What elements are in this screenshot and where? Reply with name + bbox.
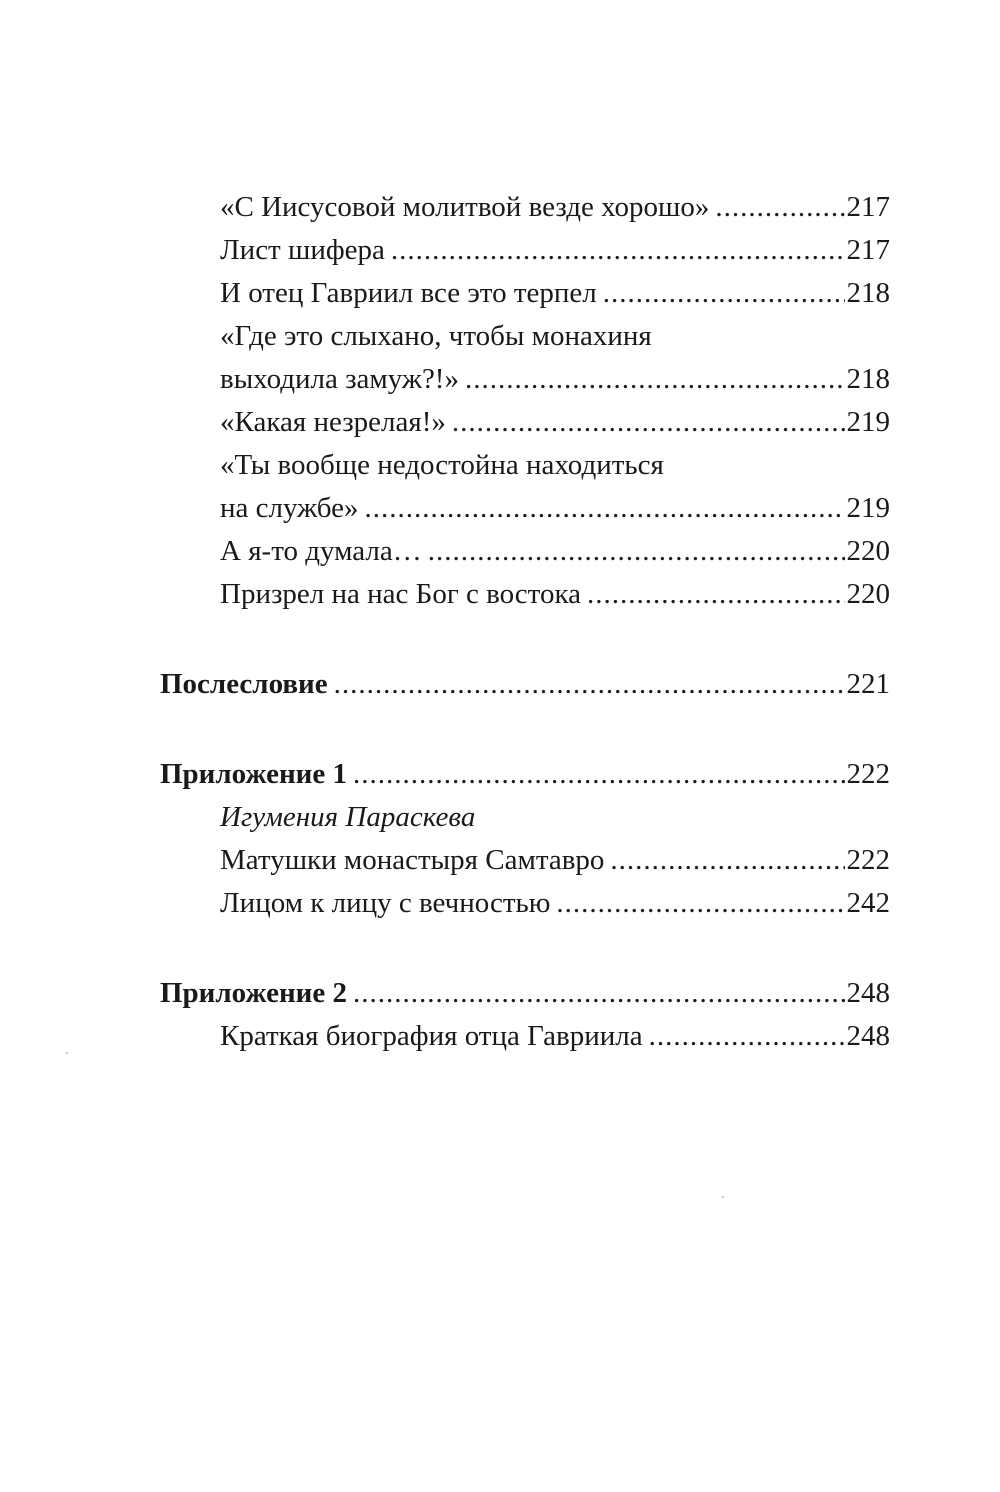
toc-entry	[160, 186, 890, 229]
toc-entry-title: «Какая незрелая!»	[220, 406, 446, 438]
toc-section-appendix-1	[160, 753, 890, 796]
toc-entry	[160, 573, 890, 616]
dot-leader	[353, 972, 845, 1015]
toc-section-page: 221	[846, 668, 890, 700]
toc-section-page: 222	[846, 758, 890, 790]
toc-entry-page: 217	[846, 191, 890, 223]
toc-entry-title: Лицом к лицу с вечностью	[220, 887, 551, 919]
toc-entry	[160, 272, 890, 315]
table-of-contents	[160, 186, 890, 1058]
toc-section-afterword	[160, 663, 890, 706]
toc-entry	[160, 401, 890, 444]
toc-entry-page: 242	[846, 887, 890, 919]
toc-author: Игумения Параскева	[220, 801, 476, 833]
toc-entry	[160, 1015, 890, 1058]
scan-speck	[66, 1052, 68, 1054]
dot-leader	[715, 186, 844, 229]
dot-leader	[465, 358, 845, 401]
dot-leader	[353, 753, 845, 796]
dot-leader	[452, 401, 845, 444]
toc-entry-title: на службе»	[220, 492, 359, 524]
section-gap	[160, 925, 890, 972]
toc-entry-page: 220	[846, 535, 890, 567]
toc-entry-page: 218	[846, 363, 890, 395]
toc-entry-title: А я-то думала…	[220, 535, 422, 567]
dot-leader	[603, 272, 845, 315]
toc-entry	[160, 487, 890, 530]
toc-entry	[160, 530, 890, 573]
dot-leader	[334, 663, 845, 706]
dot-leader	[428, 530, 845, 573]
dot-leader	[587, 573, 845, 616]
toc-entry-title-line: «Где это слыхано, чтобы монахиня	[220, 320, 652, 352]
toc-entry-title: Матушки монастыря Самтавро	[220, 844, 605, 876]
toc-entry	[160, 882, 890, 925]
toc-entry-title: «С Иисусовой молитвой везде хорошо»	[220, 191, 710, 223]
toc-section-title: Приложение 1	[160, 758, 347, 790]
toc-entry	[160, 229, 890, 272]
scan-speck	[722, 1196, 724, 1198]
toc-entry-title: Краткая биография отца Гавриила	[220, 1020, 643, 1052]
toc-entry-page: 248	[846, 1020, 890, 1052]
toc-entry	[160, 358, 890, 401]
toc-entry-title: Призрел на нас Бог с востока	[220, 578, 581, 610]
dot-leader	[391, 229, 845, 272]
dot-leader	[556, 882, 844, 925]
dot-leader	[649, 1015, 845, 1058]
toc-section-page: 248	[846, 977, 890, 1009]
section-gap	[160, 616, 890, 663]
toc-entry-title-line: «Ты вообще недостойна находиться	[220, 449, 664, 481]
toc-entry-page: 220	[846, 578, 890, 610]
toc-section-title: Послесловие	[160, 668, 328, 700]
dot-leader	[610, 839, 844, 882]
toc-entry-page: 219	[846, 492, 890, 524]
toc-entry-page: 219	[846, 406, 890, 438]
toc-section-appendix-2	[160, 972, 890, 1015]
toc-section-title: Приложение 2	[160, 977, 347, 1009]
toc-entry-title: И отец Гавриил все это терпел	[220, 277, 597, 309]
toc-entry-page: 217	[846, 234, 890, 266]
toc-entry	[160, 839, 890, 882]
toc-entry-page: 218	[846, 277, 890, 309]
section-gap	[160, 706, 890, 753]
toc-entry-title: выходила замуж?!»	[220, 363, 459, 395]
toc-entry-title: Лист шифера	[220, 234, 385, 266]
dot-leader	[365, 487, 845, 530]
toc-entry-page: 222	[846, 844, 890, 876]
